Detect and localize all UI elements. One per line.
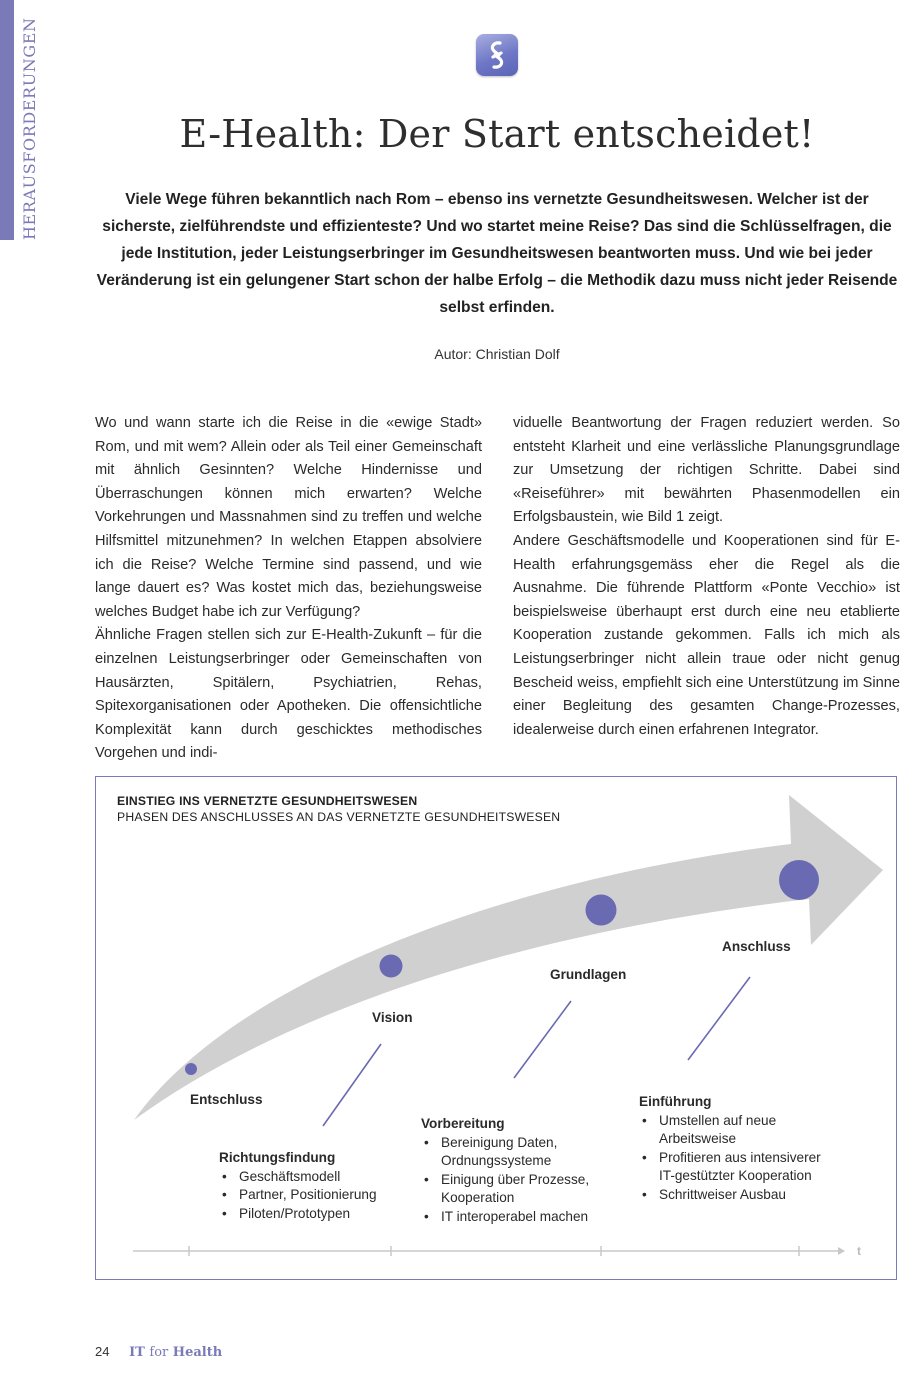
transition-group xyxy=(639,1093,834,1204)
phase-dot xyxy=(586,895,617,926)
phase-label: Grundlagen xyxy=(550,967,627,982)
figure-header xyxy=(117,793,560,825)
list-item: • IT interoperabel machen xyxy=(421,1208,616,1227)
phase-label: Entschluss xyxy=(190,1092,263,1107)
list-item: • Bereinigung Daten, Ordnungssysteme xyxy=(421,1134,616,1171)
timeline-arrowhead xyxy=(838,1247,845,1255)
list-item: • Profitieren aus intensiverer IT-gestützter Kooperation xyxy=(639,1149,834,1186)
transition-group xyxy=(421,1115,616,1226)
page-footer xyxy=(95,1344,222,1360)
transition-list xyxy=(639,1112,834,1205)
phase-dot xyxy=(380,955,403,978)
connector-line xyxy=(323,1044,381,1126)
figure-title: EINSTIEG INS VERNETZTE GESUNDHEITSWESEN xyxy=(117,794,418,808)
time-axis-label: t xyxy=(857,1244,861,1258)
brand-health: Health xyxy=(172,1345,223,1360)
phase-label: Vision xyxy=(372,1010,413,1025)
magazine-brand xyxy=(129,1345,222,1360)
body-paragraph: Ähnliche Fragen stellen sich zur E-Health-Zukunft – für die einzelnen Leistungserbringer oder Gemeinschaften von Hausärzten, Spitälern, Psychiatrien, Rehas, Spitexorganisationen oder Apotheken. Die offensichtliche Komplexität kann durch geschicktes methodisches Vorgehen und indi- xyxy=(95,627,482,762)
transition-heading: Richtungsfindung xyxy=(219,1150,336,1165)
page-number: 24 xyxy=(95,1344,110,1359)
section-color-bar xyxy=(0,0,14,240)
body-paragraph: Wo und wann starte ich die Reise in die «ewige Stadt» Rom, und mit wem? Allein oder als Teil einer Gemeinschaft mit ähnlich Gesinnten? Welche Hindernisse und Überraschungen können mich erwarten? Welche Vorkehrungen und Massnahmen sind zu treffen und welche Hilfsmittel mitzunehmen? In welchen Etappen absolviere ich die Reise? Welche Termine sind passend, und wie lange dauert es? Was kostet mich das, beziehungsweise welches Budget habe ich zur Verfügung? xyxy=(95,415,482,620)
transition-heading: Vorbereitung xyxy=(421,1116,505,1131)
author-line: Autor: Christian Dolf xyxy=(434,346,560,362)
connector-line xyxy=(514,1001,571,1078)
list-item: • Einigung über Prozesse, Kooperation xyxy=(421,1171,616,1208)
body-paragraph: Andere Geschäftsmodelle und Kooperationen sind für E-Health erfahrungsgemäss eher die Regel als die Ausnahme. Die führende Plattform «Ponte Vecchio» ist beispielsweise überhaupt erst durch eine neu etablierte Kooperation zustande gekommen. Falls ich mich als Leistungserbringer nicht allein traue oder nicht genug Bescheid weiss, empfiehlt sich eine Unterstützung im Sinne einer Begleitung des gesamten Change-Prozesses, idealerweise durch einen erfahrenen Integrator. xyxy=(513,532,900,738)
phase-dot xyxy=(185,1063,197,1075)
phase-label: Anschluss xyxy=(722,939,791,954)
chain-link-icon xyxy=(476,34,518,76)
connector-line xyxy=(688,977,750,1060)
brand-it: IT xyxy=(129,1345,145,1360)
body-column-right xyxy=(513,412,900,742)
transition-heading: Einführung xyxy=(639,1094,712,1109)
growth-arrow-shape xyxy=(134,795,883,1120)
transition-list xyxy=(219,1168,419,1224)
list-item: • Geschäftsmodell xyxy=(219,1168,419,1187)
figure-subtitle: PHASEN DES ANSCHLUSSES AN DAS VERNETZTE GESUNDHEITSWESEN xyxy=(117,810,561,824)
transition-list xyxy=(421,1134,616,1227)
body-paragraph: viduelle Beantwortung der Fragen reduziert werden. So entsteht Klarheit und eine verlässliche Planungsgrundlage zur Umsetzung der richtigen Schritte. Dabei sind «Reiseführer» mit bewährten Phasenmodellen ein Erfolgsbaustein, wie Bild 1 zeigt. xyxy=(513,415,900,526)
list-item: • Umstellen auf neue Arbeitsweise xyxy=(639,1112,834,1149)
body-column-left xyxy=(95,412,482,766)
section-label: HERAUSFORDERUNGEN xyxy=(20,17,39,240)
article-title: E-Health: Der Start entscheidet! xyxy=(179,112,815,156)
phase-dot xyxy=(779,860,819,900)
list-item: • Partner, Positionierung xyxy=(219,1186,419,1205)
phase-diagram-figure xyxy=(95,776,897,1280)
list-item: • Piloten/Prototypen xyxy=(219,1205,419,1224)
lead-paragraph: Viele Wege führen bekanntlich nach Rom – ebenso ins vernetzte Gesundheitswesen. Welcher ist der sicherste, zielführendste und effizienteste? Und wo startet meine Reise? Das sind die Schlüsselfragen, die jede Institution, jeder Leistungserbringer im Gesundheitswesen beantworten muss. Und wie bei jeder Veränderung ist ein gelungener Start schon der halbe Erfolg – die Methodik dazu muss nicht jeder Reisende selbst erfinden. xyxy=(96,191,898,316)
brand-for: for xyxy=(149,1345,169,1360)
transition-group xyxy=(219,1149,419,1223)
list-item: • Schrittweiser Ausbau xyxy=(639,1186,834,1205)
